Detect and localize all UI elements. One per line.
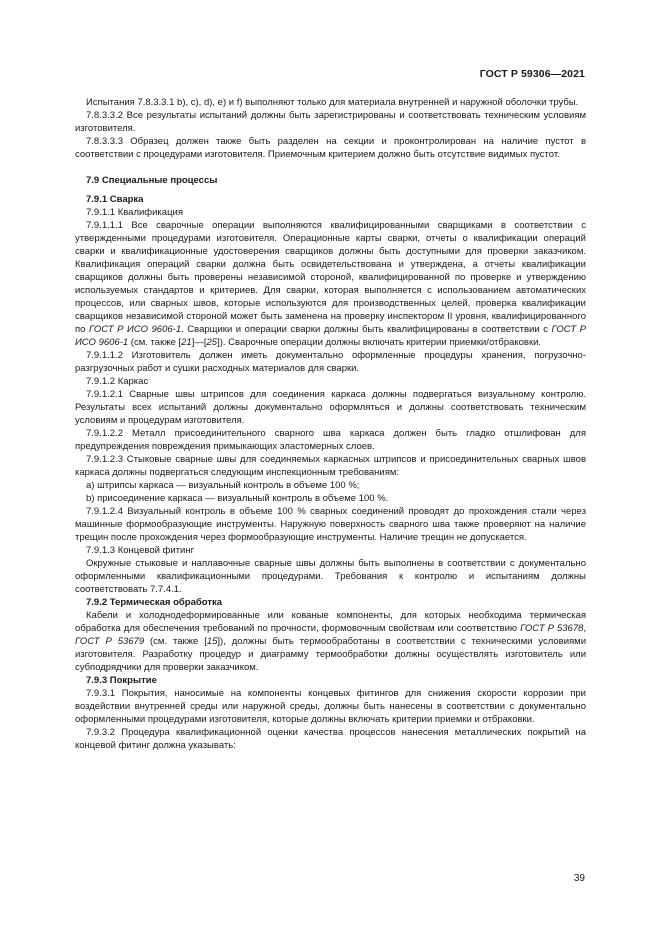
paragraph: 7.9.1.1 Квалификация (86, 207, 183, 218)
standard-reference: ГОСТ Р 53679 (75, 636, 145, 647)
paragraph-with-references (75, 219, 586, 349)
subsection-heading: 7.9.1 Сварка (86, 194, 144, 205)
paragraph-text: ]—[ (191, 337, 207, 348)
paragraph: 7.9.1.2.3 Стыковые сварные швы для соединяемых каркасных штрипсов и присоединительных сварных швов каркаса должны подвергаться следующим инспекционным требованиям: (75, 454, 586, 478)
citation: 21 (181, 337, 192, 348)
paragraph: 7.9.3.2 Процедура квалификационной оценки качества процессов нанесения металлических покрытий на концевой фитинг должна указывать: (75, 727, 586, 751)
paragraph-text: Кабели и холоднодеформированные или кованые компоненты, для которых необходима термическая обработка для обеспечения требований по прочности, формовочным свойствам или соответствию (75, 610, 586, 634)
paragraph-text: ]). Сварочные операции должны включать критерии приемки/отбраковки. (217, 337, 542, 348)
paragraph: 7.9.1.2.4 Визуальный контроль в объеме 100 % сварных соединений проводят до прохождения стали через машинные формообразующие инструменты. Наружную поверхность сварного шва также проверяют на наличие трещин после прохождения через формообразующие инструменты. Наличие трещин не допускается. (75, 506, 586, 543)
paragraph: 7.9.1.2.1 Сварные швы штрипсов для соединения каркаса должны подвергаться визуальному контролю. Результаты всех испытаний должны документально оформляться и должны соответствовать техническим условиям и процедурам изготовителя. (75, 389, 586, 426)
subsection-heading: 7.9.2 Термическая обработка (86, 597, 222, 608)
standard-reference: ГОСТ Р 53678 (520, 623, 584, 634)
page-number: 39 (573, 873, 585, 884)
paragraph: 7.9.1.2 Каркас (86, 376, 149, 387)
paragraph: Окружные стыковые и наплавочные сварные швы должны быть выполнены в соответствии с документально оформленными квалификационными процедурами. Требования к контролю и испытаниям должны соответствовать 7.7.4.1. (75, 558, 586, 595)
paragraph: 7.9.1.2.2 Металл присоединительного сварного шва каркаса должен быть гладко отшлифован для предупреждения повреждения примыкающих эластомерных слоев. (75, 428, 586, 452)
page-content (75, 96, 586, 752)
paragraph: 7.9.3.1 Покрытия, наносимые на компоненты концевых фитингов для снижения скорости коррозии при воздействии внутренней среды или наружной среды, должны быть нанесены в соответствии с документально оформленными процедурами изготовителя, которые должны включать критерии приемки и отбраковки. (75, 688, 586, 725)
paragraph-text: , (583, 623, 587, 634)
list-item: a) штрипсы каркаса — визуальный контроль в объеме 100 %; (86, 480, 360, 491)
document-code-header: ГОСТ Р 59306—2021 (479, 68, 585, 80)
paragraph: 7.8.3.3.3 Образец должен также быть разделен на секции и проконтролирован на наличие пустот в соответствии с процедурами изготовителя. Приемочным критерием должно быть отсутствие видимых пустот. (75, 136, 586, 160)
paragraph-text: ]), должны быть термообработаны в соответствии с техническими условиями изготовителя. Разработку процедур и диаграмму термообработки должны осуществлять изготовитель или субподрядчики для проверки заказчиком. (75, 636, 587, 673)
standard-reference: ГОСТ Р ИСО 9606-1 (89, 324, 182, 335)
standard-reference: ГОСТ Р ИСО 9606-1 (75, 324, 587, 348)
list-item: b) присоединение каркаса — визуальный контроль в объеме 100 %. (86, 493, 389, 504)
paragraph-text: 7.9.1.1.1 Все сварочные операции выполняются квалифицированными сварщиками в соответствии с утвержденными процедурами изготовителя. Операционные карты сварки, отчеты о квалификации операций сварки и квалификационные удостоверения сварщиков должны быть доступными для проверки заказчиком. Квалификация операций сварки должна быть освидетельствована и утверждена, а отчеты квалификации сварщиков должны быть проверены независимой стороной, квалифицированной по проверке и утверждению используемых стандартов и критериев. Для сварки, которая выполняется с использованием автоматических процессов, или сварных швов, которые используются для производственных целей, проверка квалификации сварщиков независимой стороной может быть заменена на проверку инспектором II уровня, квалифицированного по (75, 220, 586, 335)
paragraph: 7.9.1.3 Концевой фитинг (86, 545, 195, 556)
paragraph-text: (см. также [ (128, 337, 182, 348)
paragraph: 7.8.3.3.2 Все результаты испытаний должны быть зарегистрированы и соответствовать техническим условиям изготовителя. (75, 110, 586, 134)
paragraph: Испытания 7.8.3.3.1 b), c), d), e) и f) выполняют только для материала внутренней и наружной оболочки трубы. (86, 97, 579, 108)
paragraph: 7.9.1.1.2 Изготовитель должен иметь документально оформленные процедуры хранения, погрузочно-разгрузочных работ и сушки расходных материалов для сварки. (75, 350, 586, 374)
paragraph-text: (см. также [ (144, 636, 207, 647)
citation: 25 (206, 337, 218, 348)
subsection-heading: 7.9.3 Покрытие (86, 675, 157, 686)
paragraph-with-references (75, 609, 586, 674)
citation: 15 (206, 636, 218, 647)
section-heading: 7.9 Специальные процессы (86, 175, 218, 186)
paragraph-text: . Сварщики и операции сварки должны быть квалифицированы в соответствии с (181, 324, 552, 335)
